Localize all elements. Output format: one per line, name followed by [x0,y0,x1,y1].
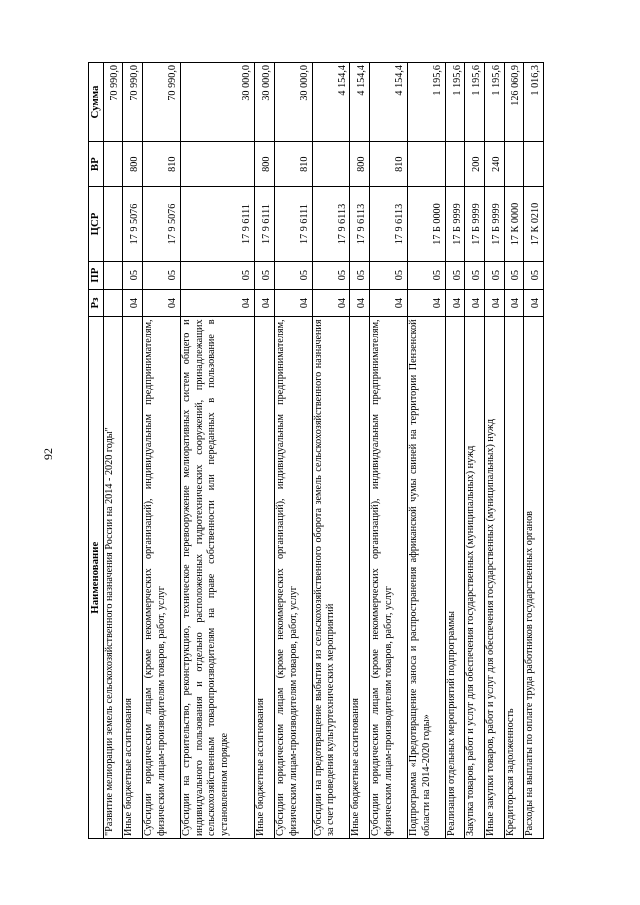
table-row [407,63,445,839]
row-sum: 126 060,9 [504,63,524,142]
row-pr: 05 [465,261,485,289]
header-name: Наименование [89,317,104,839]
row-name: Субсидии на строительство, реконструкцию, техническое перевооружение мелиоративных систем общего и индивидуального пользования и отдельно расположенных гидротехнических сооружений, принадлежащих сельскохозяйственным товаропроизводителям на праве собственности или переданных в пользование в установленном порядке [180,317,254,839]
table-row [524,63,544,839]
budget-table [88,62,544,839]
row-pr: 05 [180,261,254,289]
row-rz [103,289,123,317]
row-sum: 4 154,4 [312,63,350,142]
row-csr: 17 Б 0000 [407,187,445,261]
row-csr: 17 9 6111 [180,187,254,261]
header-vr: ВР [89,142,104,187]
row-sum: 4 154,4 [370,63,408,142]
row-csr [103,187,123,261]
row-pr: 05 [407,261,445,289]
row-sum: 1 016,3 [524,63,544,142]
row-rz: 04 [445,289,465,317]
row-pr: 05 [445,261,465,289]
row-vr: 200 [465,142,485,187]
row-rz: 04 [465,289,485,317]
row-pr [103,261,123,289]
row-name: Субсидии на предотвращение выбытия из сельскохозяйственного оборота земель сельскохозяйственного назначения за счет проведения культуртехнических мероприятий [312,317,350,839]
table-row [350,63,370,839]
row-csr: 17 К 0000 [504,187,524,261]
table-row [465,63,485,839]
row-sum: 1 195,6 [445,63,465,142]
row-vr [103,142,123,187]
row-csr: 17 9 5076 [123,187,143,261]
row-vr: 810 [274,142,312,187]
row-csr: 17 9 5076 [142,187,180,261]
row-sum: 70 990,0 [123,63,143,142]
row-csr: 17 9 6113 [370,187,408,261]
row-rz: 04 [312,289,350,317]
table-row [255,63,275,839]
row-csr: 17 9 6111 [255,187,275,261]
row-name: Иные бюджетные ассигнования [255,317,275,839]
row-rz: 04 [142,289,180,317]
row-name: Иные бюджетные ассигнования [350,317,370,839]
row-vr: 810 [142,142,180,187]
row-rz: 04 [255,289,275,317]
row-sum: 30 000,0 [180,63,254,142]
row-name: Подпрограмма «Предотвращение заноса и распространения африканской чумы свиней на территории Пензенской области на 2014-2020 годы» [407,317,445,839]
row-csr: 17 9 6113 [312,187,350,261]
row-vr [504,142,524,187]
header-csr: ЦСР [89,187,104,261]
row-rz: 04 [123,289,143,317]
row-pr: 05 [370,261,408,289]
row-pr: 05 [274,261,312,289]
row-sum: 70 990,0 [142,63,180,142]
row-pr: 05 [123,261,143,289]
row-vr: 800 [350,142,370,187]
row-vr: 810 [370,142,408,187]
row-vr [180,142,254,187]
row-csr: 17 Б 9999 [485,187,505,261]
row-sum: 1 195,6 [407,63,445,142]
row-sum: 30 000,0 [255,63,275,142]
row-rz: 04 [524,289,544,317]
row-vr: 800 [255,142,275,187]
row-name: Реализация отдельных мероприятий подпрограммы [445,317,465,839]
row-rz: 04 [350,289,370,317]
row-sum: 1 195,6 [485,63,505,142]
table-row [274,63,312,839]
table-row [485,63,505,839]
row-pr: 05 [524,261,544,289]
row-name: Кредиторская задолженность [504,317,524,839]
table-row [180,63,254,839]
table-row [504,63,524,839]
row-name: Закупка товаров, работ и услуг для обеспечения государственных (муниципальных) нужд [465,317,485,839]
row-vr [445,142,465,187]
row-sum: 1 195,6 [465,63,485,142]
page-number: 92 [41,448,55,460]
row-sum: 70 990,0 [103,63,123,142]
header-rz: Рз [89,289,104,317]
row-name: Иные закупки товаров, работ и услуг для обеспечения государственных (муниципальных) нужд [485,317,505,839]
table-row [445,63,465,839]
row-sum: 4 154,4 [350,63,370,142]
table-header-row [89,63,104,839]
row-name: Субсидии юридическим лицам (кроме некоммерческих организаций), индивидуальным предпринимателям, физическим лицам-производителям товаров, работ, услуг [370,317,408,839]
row-csr: 17 9 6111 [274,187,312,261]
row-csr: 17 Б 9999 [445,187,465,261]
header-pr: ПР [89,261,104,289]
row-name: Расходы на выплаты по оплате труда работников государственных органов [524,317,544,839]
row-pr: 05 [350,261,370,289]
row-csr: 17 Б 9999 [465,187,485,261]
row-rz: 04 [407,289,445,317]
row-pr: 05 [504,261,524,289]
row-pr: 05 [142,261,180,289]
row-name: Субсидии юридическим лицам (кроме некоммерческих организаций), индивидуальным предпринимателям, физическим лицам-производителям товаров, работ, услуг [274,317,312,839]
table-row [103,63,123,839]
row-sum: 30 000,0 [274,63,312,142]
row-pr: 05 [255,261,275,289]
row-vr [312,142,350,187]
row-name: Субсидии юридическим лицам (кроме некоммерческих организаций), индивидуальным предпринимателям, физическим лицам-производителям товаров, работ, услуг [142,317,180,839]
row-name: Иные бюджетные ассигнования [123,317,143,839]
rotated-page-content [88,62,544,839]
header-sum: Сумма [89,63,104,142]
table-row [370,63,408,839]
table-row [123,63,143,839]
row-rz: 04 [485,289,505,317]
table-body [103,63,543,839]
row-vr: 800 [123,142,143,187]
row-rz: 04 [180,289,254,317]
table-row [312,63,350,839]
row-rz: 04 [274,289,312,317]
row-pr: 05 [312,261,350,289]
row-name: "Развитие мелиорации земель сельскохозяйственного назначения России на 2014 - 2020 годы" [103,317,123,839]
row-csr: 17 9 6113 [350,187,370,261]
row-csr: 17 К 0210 [524,187,544,261]
row-vr [407,142,445,187]
row-pr: 05 [485,261,505,289]
row-rz: 04 [504,289,524,317]
row-vr: 240 [485,142,505,187]
table-row [142,63,180,839]
row-rz: 04 [370,289,408,317]
row-vr [524,142,544,187]
